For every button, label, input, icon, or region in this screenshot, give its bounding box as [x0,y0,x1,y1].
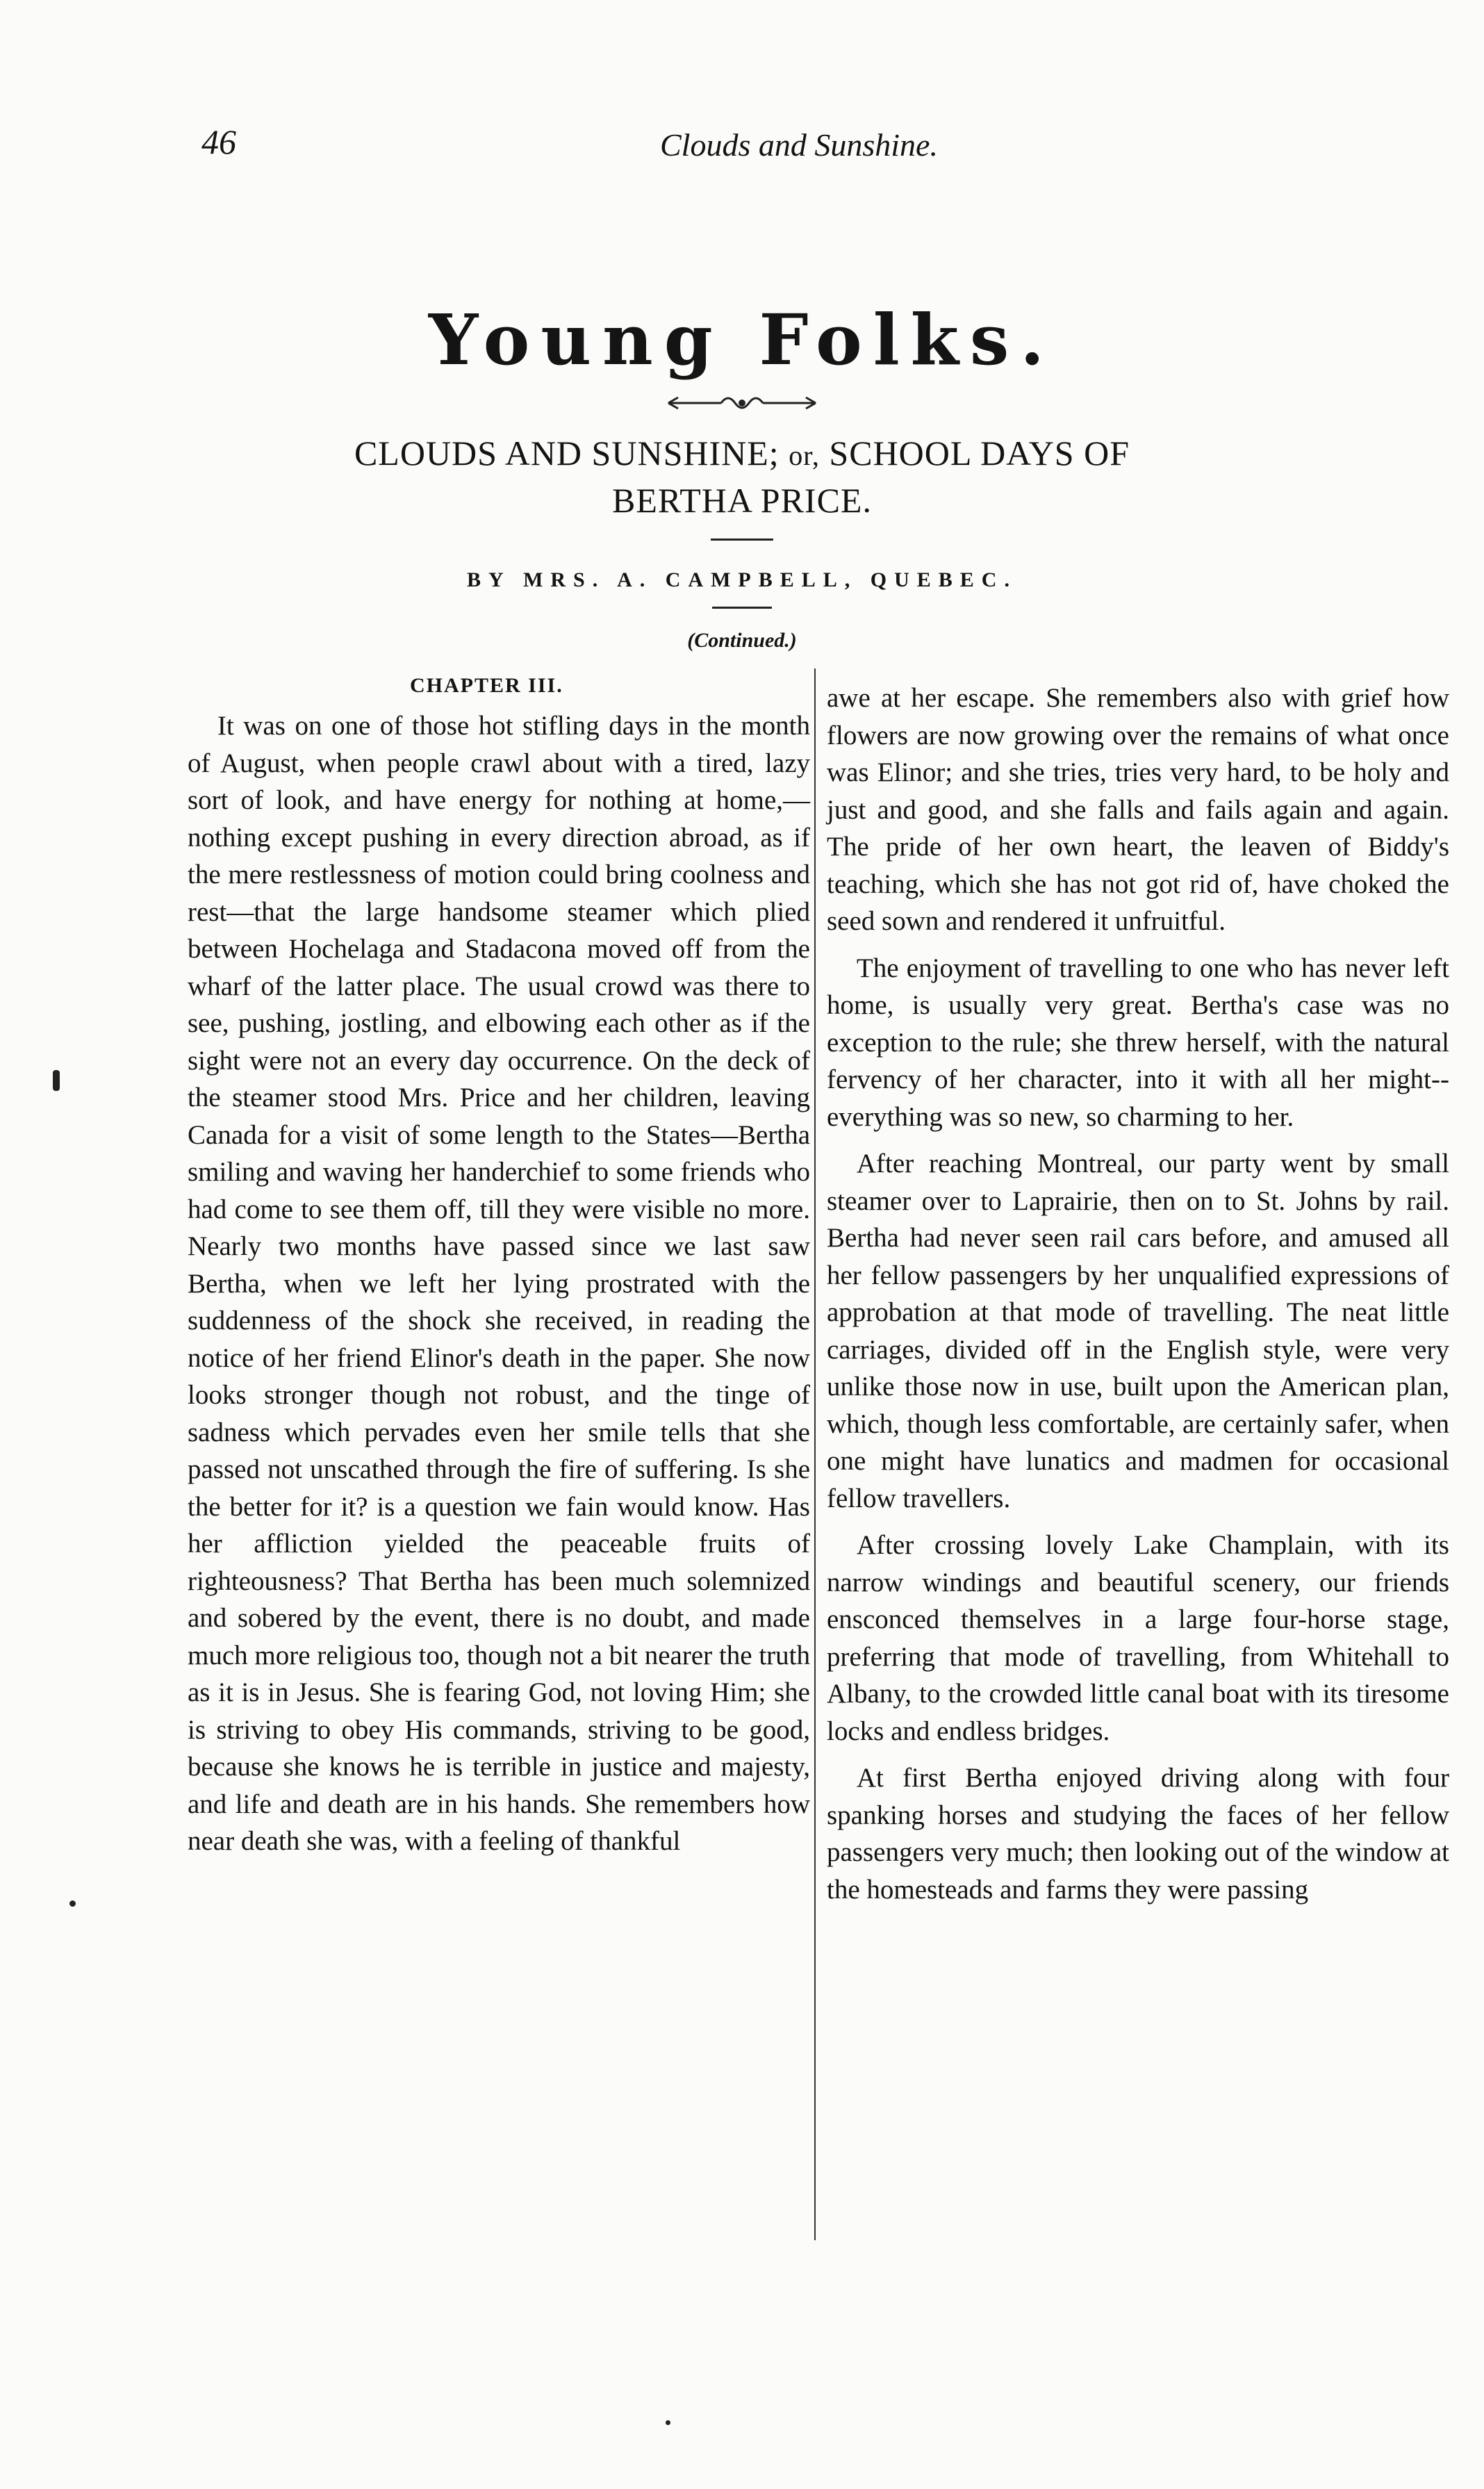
page-number: 46 [201,122,236,161]
right-column [827,680,1449,1908]
column-divider [814,668,816,2240]
byline: BY MRS. A. CAMPBELL, QUEBEC. [467,568,1017,591]
article-title [0,431,1484,523]
left-column [188,707,810,1860]
title-line1-b: SCHOOL DAYS OF [829,434,1130,473]
margin-mark [53,1070,60,1091]
paragraph: After crossing lovely Lake Champlain, with its narrow windings and beautiful scenery, our friends ensconced themselves in a large four-horse stage, preferring that mode of travelling, from Whitehall to Albany, to the crowded little canal boat with its tiresome locks and endless bridges. [827,1530,1449,1746]
ornament-divider [666,389,818,417]
paragraph: It was on one of those hot stifling days in the month of August, when people crawl about with a tired, lazy sort of look, and have energy for nothing at home,—nothing except pushing in every direction abroad, as if the mere restlessness of motion could bring coolness and rest—that the large handsome steamer which plied between Hochelaga and Stadacona moved off from the wharf of the latter place. The usual crowd was there to see, pushing, jostling, and elbowing each other as if the sight were not an every day occurrence. On the deck of the steamer stood Mrs. Price and her children, leaving Canada for a visit of some length to the States—Bertha smiling and waving her handerchief to some friends who had come to see them off, till they were visible no more. Nearly two months have passed since we last saw Bertha, when we left her lying prostrated with the suddenness of the shock she received, in reading the notice of her friend Elinor's death in the paper. She now looks stronger though not robust, and the tinge of sadness which pervades even her smile tells that she passed not unscathed through the fire of suffering. Is she the better for it? is a question we fain would know. Has her affliction yielded the peaceable fruits of righteousness? That Bertha has been much solemnized and sobered by the event, there is no doubt, and made much more religious too, though not a bit nearer the truth as it is in Jesus. She is fearing God, not loving Him; she is striving to obey His commands, striving to be good, because she knows he is terrible in justice and majesty, and life and death are in his hands. She remembers how near death she was, with a feeling of thankful [188,711,810,1856]
running-head: Clouds and Sunshine. [660,127,938,163]
continued-label: (Continued.) [687,629,797,652]
paragraph: The enjoyment of travelling to one who has never left home, is usually very great. Bertha's case was no exception to the rule; she threw herself, with the natural fervency of her character, into it with all her might--everything was so new, so charming to her. [827,953,1449,1132]
title-or: or, [789,440,820,471]
margin-dot [666,2420,670,2425]
paragraph: After reaching Montreal, our party went by small steamer over to Laprairie, then on to St. Johns by rail. Bertha had never seen rail cars before, and amused all her fellow passengers by her unqualified expressions of approbation at that mode of travelling. The neat little carriages, divided off in the English style, were very unlike those now in use, built upon the American plan, which, though less comfortable, are certainly safer, when one might have lunatics and madmen for occasional fellow travellers. [827,1149,1449,1513]
paragraph: awe at her escape. She remembers also with grief how flowers are now growing over the remains of what once was Elinor; and she tries, tries very hard, to be holy and just and good, and she falls and fails again and again. The pride of her own heart, the leaven of Biddy's teaching, which she has not got rid of, have choked the seed sown and rendered it unfruitful. [827,683,1449,936]
title-line1-a: CLOUDS AND SUNSHINE; [354,434,780,473]
byline-rule [712,607,772,609]
section-title: Young Folks. [428,299,1056,381]
margin-dot [69,1900,76,1907]
title-line2: BERTHA PRICE. [612,481,872,520]
paragraph: At first Bertha enjoyed driving along with four spanking horses and studying the faces of her fellow passengers very much; then looking out of the window at the homesteads and farms they were passing [827,1763,1449,1905]
title-rule [711,539,773,541]
chapter-heading: CHAPTER III. [410,674,563,697]
